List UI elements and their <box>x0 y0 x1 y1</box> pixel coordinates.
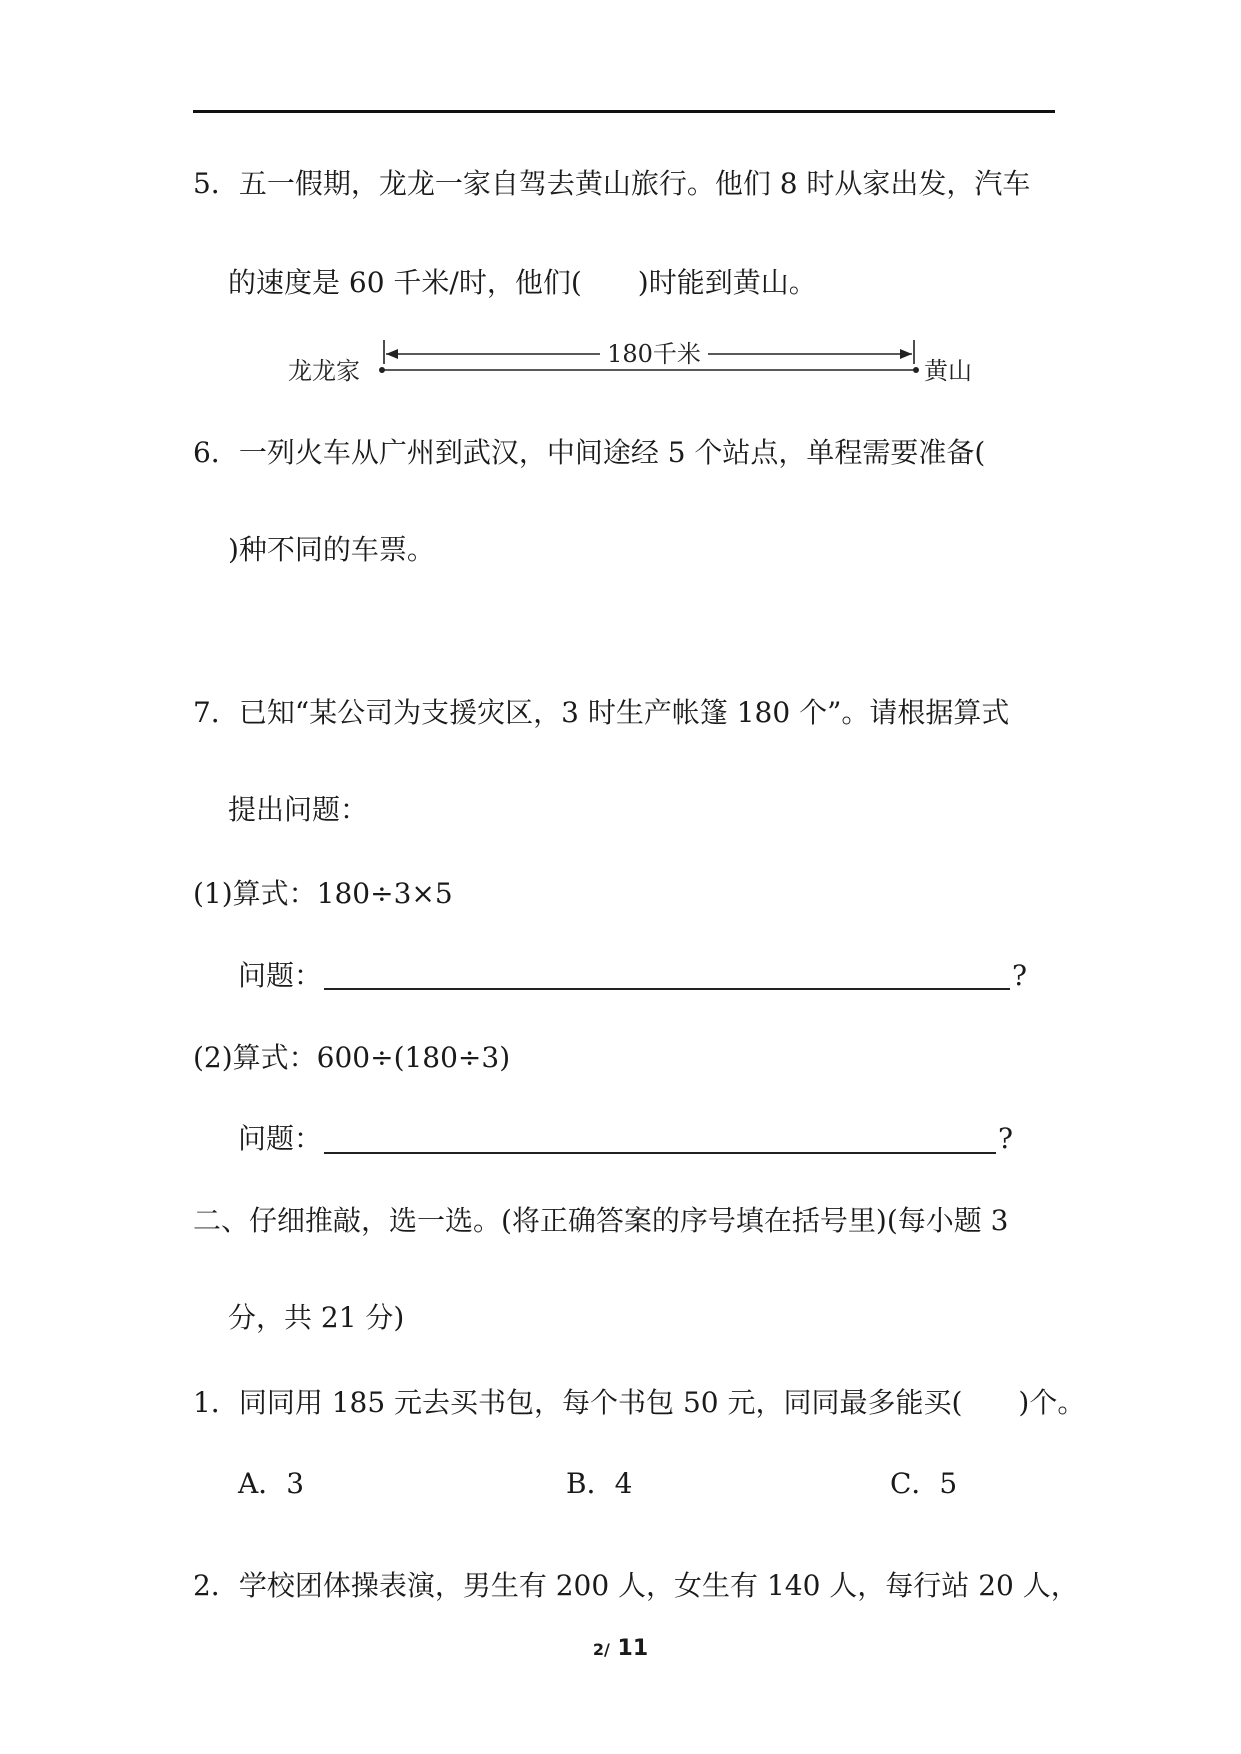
section2-heading-line1: 二、仔细推敲，选一选。(将正确答案的序号填在括号里)(每小题 3 <box>193 1204 1009 1237</box>
mc1-question: 1．同同用 185 元去买书包，每个书包 50 元，同同最多能买( )个。 <box>193 1386 1086 1419</box>
mc1-option-c[interactable]: C．5 <box>890 1467 958 1500</box>
header-rule <box>193 110 1055 113</box>
mc1-option-a[interactable]: A．3 <box>238 1467 305 1500</box>
distance-diagram <box>280 330 980 390</box>
page-current: 2/ <box>592 1640 610 1659</box>
q7-sub1-formula: (1)算式：180÷3×5 <box>193 877 453 910</box>
q7-sub1-question-end: ? <box>1012 959 1028 992</box>
q6-line1: 6．一列火车从广州到武汉，中间途经 5 个站点，单程需要准备( <box>193 436 986 469</box>
mc1-option-b[interactable]: B．4 <box>566 1467 633 1500</box>
q7-sub2-answer-blank[interactable] <box>324 1152 996 1154</box>
end-point <box>913 367 919 373</box>
start-label: 龙龙家 <box>288 357 360 385</box>
q7-sub1-answer-blank[interactable] <box>324 988 1010 990</box>
page-total: 11 <box>617 1636 649 1661</box>
arrow-left-icon <box>386 349 398 359</box>
arrow-right-icon <box>900 349 912 359</box>
q7-sub1-question-label: 问题： <box>238 959 323 992</box>
end-label: 黄山 <box>924 357 972 385</box>
section2-heading-line2: 分，共 21 分) <box>228 1301 405 1334</box>
start-point <box>379 367 385 373</box>
q7-sub2-formula: (2)算式：600÷(180÷3) <box>193 1041 511 1074</box>
q5-line1: 5．五一假期，龙龙一家自驾去黄山旅行。他们 8 时从家出发，汽车 <box>193 167 1031 200</box>
q6-line2: )种不同的车票。 <box>228 533 435 566</box>
q7-sub2-question-end: ? <box>998 1122 1014 1155</box>
q7-line2: 提出问题： <box>228 793 369 826</box>
q5-line2: 的速度是 60 千米/时，他们( )时能到黄山。 <box>228 266 817 299</box>
q7-sub2-question-label: 问题： <box>238 1122 323 1155</box>
distance-label: 180千米 <box>607 340 701 368</box>
mc2-question: 2．学校团体操表演，男生有 200 人，女生有 140 人，每行站 20 人， <box>193 1569 1079 1602</box>
page-number <box>0 1636 1241 1661</box>
q7-line1: 7．已知“某公司为支援灾区，3 时生产帐篷 180 个”。请根据算式 <box>193 696 1010 729</box>
